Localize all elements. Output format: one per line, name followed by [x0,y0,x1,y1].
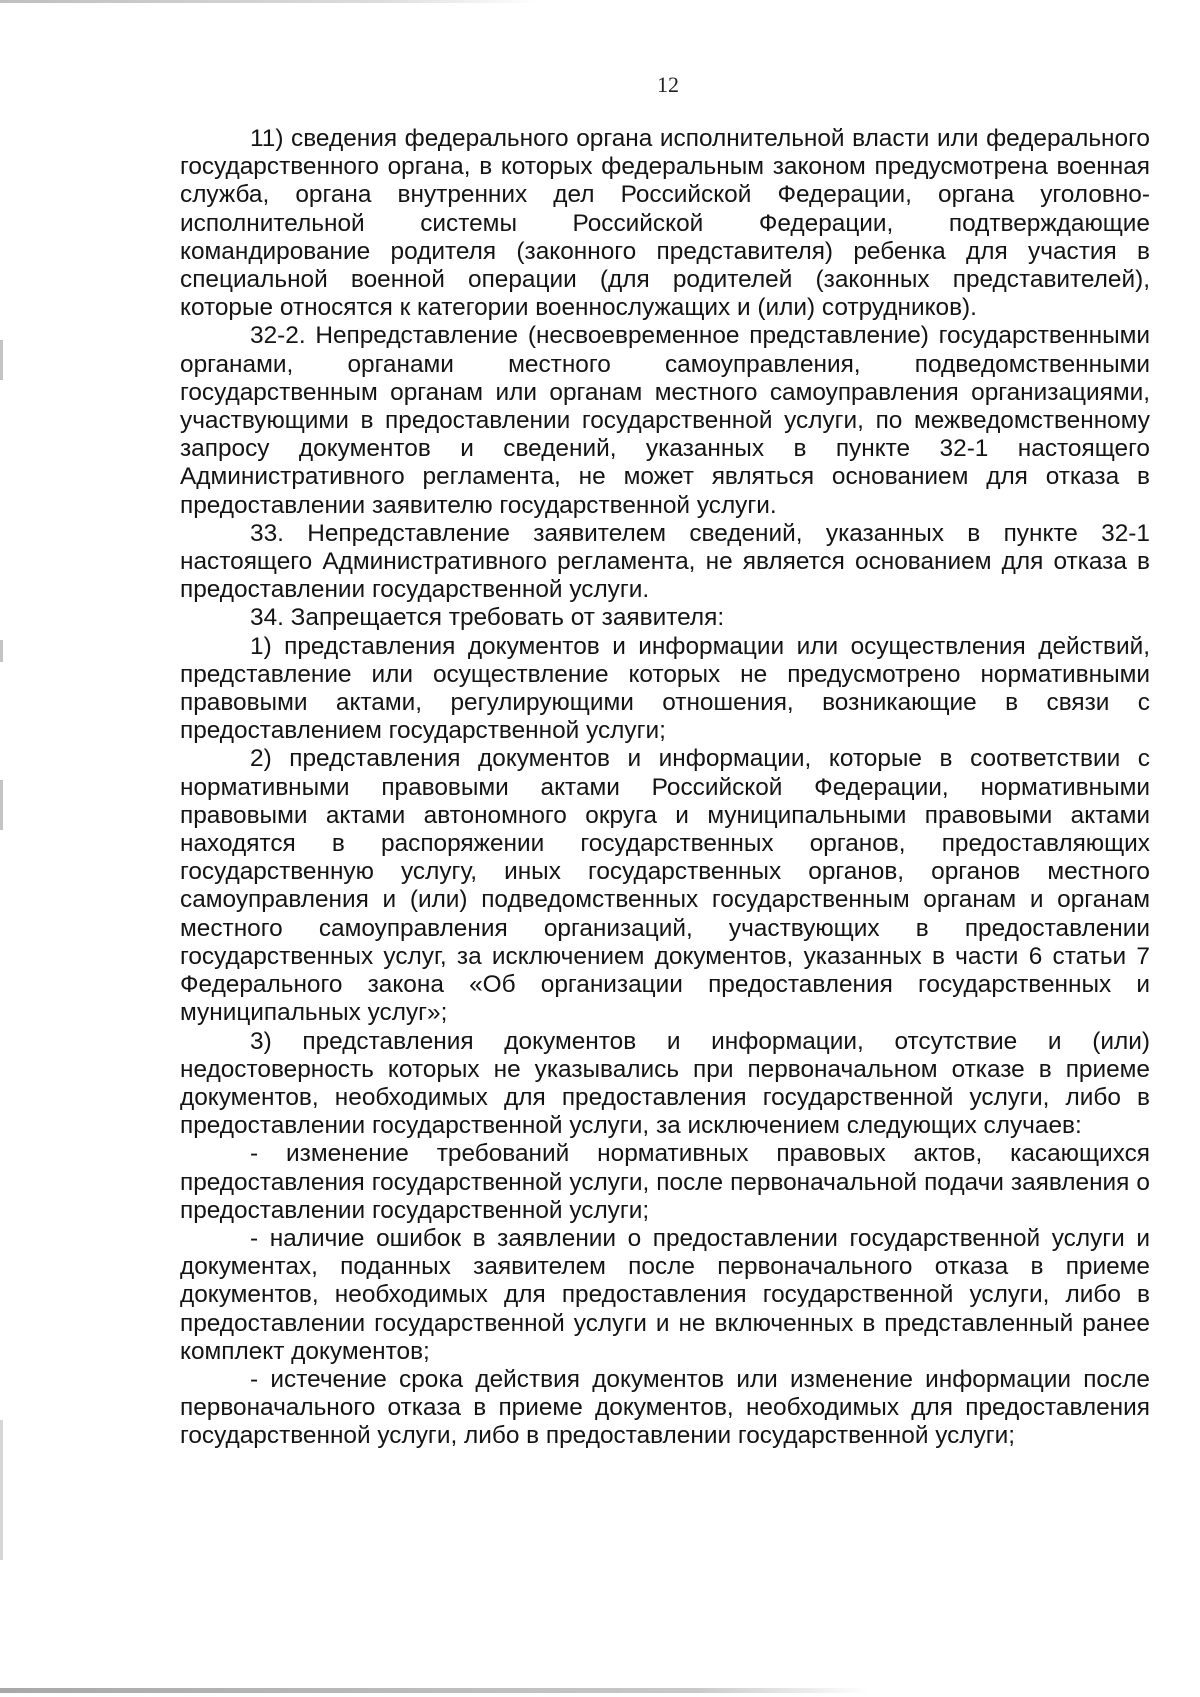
page-number: 12 [657,72,679,97]
paragraph: 32-2. Непредставление (несвоевременное представление) государственными органами, органами местного самоуправления, подведомственными государственным органам или органам местного самоуправления организациями, участвующими в предоставлении государственной услуги, по межведомственному запросу документов и сведений, указанных в пункте 32-1 настоящего Административного регламента, не может являться основанием для отказа в предоставлении заявителю государственной услуги. [180,322,1150,519]
paragraph: 11) сведения федерального органа исполнительной власти или федерального государственного органа, в которых федеральным законом предусмотрена военная служба, органа внутренних дел Российской Федерации, органа уголовно-исполнительной системы Российской Федерации, подтверждающие командирование родителя (законного представителя) ребенка для участия в специальной военной операции (для родителей (законных представителей), которые относятся к категории военнослужащих и (или) сотрудников). [180,125,1150,322]
scan-mark [0,780,3,830]
scan-mark [0,640,3,662]
scan-mark [0,1420,3,1560]
paragraph: 34. Запрещается требовать от заявителя: [250,604,725,632]
scan-edge-top [0,0,540,3]
paragraph: - наличие ошибок в заявлении о предоставлении государственной услуги и документах, поданных заявителем после первоначального отказа в приеме документов, необходимых для предоставления государственной услуги, либо в предоставлении государственной услуги и не включенных в представленный ранее комплект документов; [180,1224,1150,1365]
paragraph: - истечение срока действия документов или изменение информации после первоначального отказа в приеме документов, необходимых для предоставления государственной услуги, либо в предоставлении государственной услуги; [180,1365,1150,1450]
paragraph: - изменение требований нормативных правовых актов, касающихся предоставления государственной услуги, после первоначальной подачи заявления о предоставлении государственной услуги; [180,1140,1150,1224]
scan-edge-bottom [0,1688,870,1693]
paragraph: 33. Непредставление заявителем сведений, указанных в пункте 32-1 настоящего Административного регламента, не является основанием для отказа в предоставлении государственной услуги. [180,519,1150,604]
paragraph: 1) представления документов и информации или осуществления действий, представление или осуществление которых не предусмотрено нормативными правовыми актами, регулирующими отношения, возникающие в связи с предоставлением государственной услуги; [180,632,1150,745]
paragraph: 2) представления документов и информации, которые в соответствии с нормативными правовыми актами Российской Федерации, нормативными правовыми актами автономного округа и муниципальными правовыми актами находятся в распоряжении государственных органов, предоставляющих государственную услугу, иных государственных органов, органов местного самоуправления и (или) подведомственных государственным органам и органам местного самоуправления организаций, участвующих в предоставлении государственных услуг, за исключением документов, указанных в части 6 статьи 7 Федерального закона «Об организации предоставления государственных и муниципальных услуг»; [180,745,1150,1027]
document-body [180,125,1150,1451]
scan-mark [0,340,3,380]
paragraph: 3) представления документов и информации, отсутствие и (или) недостоверность которых не указывались при первоначальном отказе в приеме документов, необходимых для предоставления государственной услуги, либо в предоставлении государственной услуги, за исключением следующих случаев: [180,1027,1150,1140]
